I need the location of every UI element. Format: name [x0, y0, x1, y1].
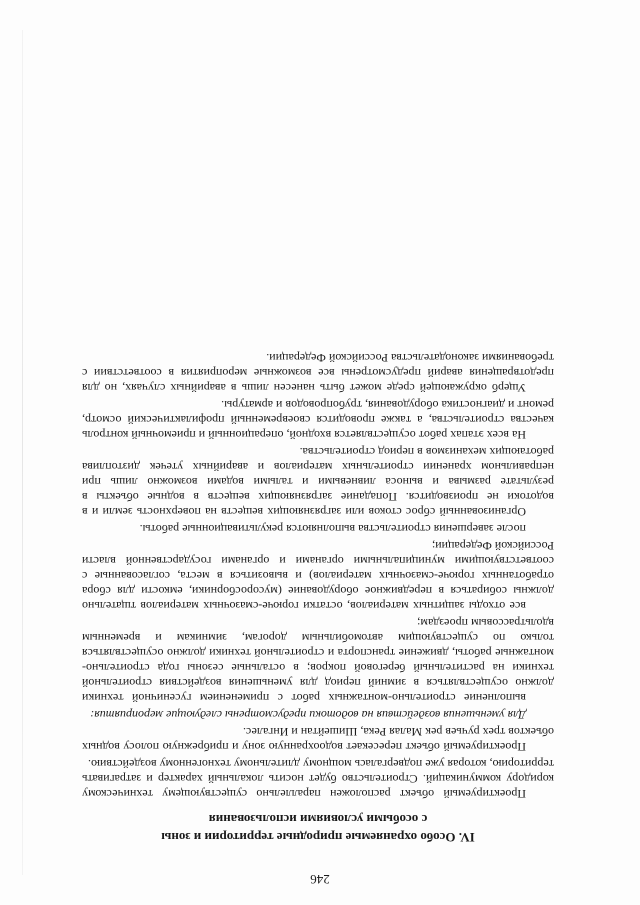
paragraph-discharge: Организованный сброс стоков или загрязняющих веществ на поверхность земли и в водотоки не производится. Попадание загрязняющих веществ в водные объекты в результате размыва и выноса ливневыми и талыми водами возможно лишь при неправильном хранении строительных материалов и аварийных утечек дизтоплива работающих механизмов в период строительства. — [82, 445, 554, 519]
page-content — [82, 348, 554, 845]
section-heading: IV. Особо охраняемые природные территории и зоны — [161, 830, 475, 845]
paragraph-water-zone: Проектируемый объект пересекает водоохранную зону и прибрежную полосу водных объектов трех ручьев рек Малая Река, Шишейтан и Ингалес. — [82, 725, 554, 754]
paragraph-quality-control: На всех этапах работ осуществляется входной, операционный и приемочный контроль качества строительства, а также проводится своевременный профилактический осмотр, ремонт и диагностика оборудования, трубопроводов и арматуры. — [82, 398, 554, 442]
measure-item-tracked-machinery: выполнение строительно-монтажных работ с применением гусеничной техники должно осуществляться в зимний период для уменьшения воздействия строительной техники на растительный береговой покров; в остальные сезоны года строительно-монтажные работы, движение транспорта и строительной техники должно осуществляться только по существующим автомобильным дорогам, зимникам и временным вдольтрассовым проездам; — [82, 616, 554, 705]
section-heading-subtitle: с особыми условиями использования — [208, 812, 428, 827]
measure-item-waste-collection: все отходы защитных материалов, остатки горюче-смазочных материалов тщательно должны собираться в передвижное оборудование (мусоросборники, емкости для сбора отработанных горюче-смазочных материалов) и вывозиться в места, согласованные с соответствующими муниципальными органами и органами государственной власти Российской Федерации; — [82, 539, 554, 613]
measure-item-recultivation: после завершения строительства выполняются рекультивационные работы. — [139, 522, 526, 536]
paragraph-damage: Ущерб окружающей среде может быть нанесен лишь в аварийных случаях, но для предотвращения аварий предусмотрены все возможные мероприятия в соответствии с требованиями законодательства Российской Федерации. — [82, 351, 554, 395]
scan-edge-shadow — [22, 30, 23, 875]
paragraph-measures-lead: Для уменьшения воздействия на водотоки предусмотрены следующие мероприятия: — [90, 708, 526, 722]
page-number: 246 — [310, 872, 330, 887]
paragraph-intro: Проектируемый объект расположен параллельно существующему техническому коридору коммуникаций. Строительство будет носить локальный характер и затрагивать территорию, которая уже подвергалась мощному длительному техногенному воздействию. — [82, 757, 554, 801]
